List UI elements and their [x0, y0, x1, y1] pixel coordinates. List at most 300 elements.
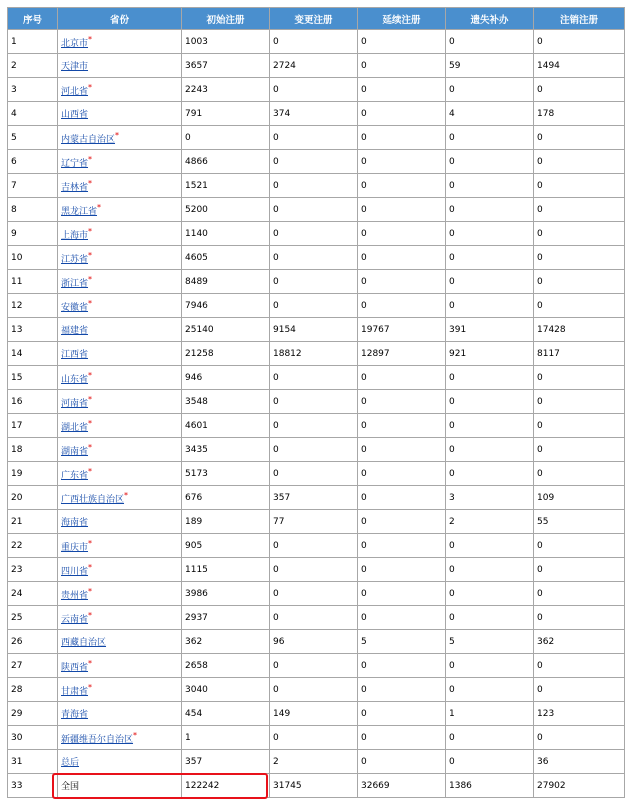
table-row	[8, 414, 625, 438]
initial-count: 0	[182, 126, 270, 150]
province-link[interactable]: 湖北省	[61, 422, 89, 433]
star-mark: *	[88, 34, 93, 44]
cancel-count: 0	[534, 366, 625, 390]
cancel-count: 27902	[534, 774, 625, 798]
table-row	[8, 126, 625, 150]
renew-count: 0	[358, 726, 446, 750]
renew-count: 0	[358, 390, 446, 414]
row-number: 11	[8, 270, 58, 294]
row-number: 12	[8, 294, 58, 318]
lost-count: 2	[446, 510, 534, 534]
lost-count: 0	[446, 30, 534, 54]
change-count: 2	[270, 750, 358, 774]
cancel-count: 0	[534, 462, 625, 486]
header-change: 变更注册	[270, 8, 358, 30]
row-number: 23	[8, 558, 58, 582]
table-row	[8, 582, 625, 606]
change-count: 0	[270, 654, 358, 678]
table-row	[8, 702, 625, 726]
province-cell	[58, 630, 182, 654]
initial-count: 2243	[182, 78, 270, 102]
lost-count: 0	[446, 390, 534, 414]
table-row	[8, 438, 625, 462]
table-header-row	[8, 8, 625, 30]
table-row	[8, 270, 625, 294]
province-link[interactable]: 陕西省	[61, 662, 89, 673]
header-cancel: 注销注册	[534, 8, 625, 30]
initial-count: 4866	[182, 150, 270, 174]
table-row	[8, 30, 625, 54]
star-mark: *	[88, 562, 93, 572]
renew-count: 0	[358, 30, 446, 54]
registration-table	[7, 7, 625, 798]
row-number: 21	[8, 510, 58, 534]
lost-count: 0	[446, 678, 534, 702]
star-mark: *	[88, 466, 93, 476]
cancel-count: 1494	[534, 54, 625, 78]
lost-count: 1	[446, 702, 534, 726]
province-cell	[58, 102, 182, 126]
initial-count: 357	[182, 750, 270, 774]
cancel-count: 123	[534, 702, 625, 726]
renew-count: 0	[358, 366, 446, 390]
row-number: 13	[8, 318, 58, 342]
province-cell	[58, 222, 182, 246]
lost-count: 0	[446, 198, 534, 222]
cancel-count: 0	[534, 198, 625, 222]
cancel-count: 0	[534, 414, 625, 438]
province-link[interactable]: 福建省	[61, 326, 89, 336]
table-row	[8, 750, 625, 774]
row-number: 7	[8, 174, 58, 198]
renew-count: 0	[358, 198, 446, 222]
lost-count: 0	[446, 126, 534, 150]
initial-count: 4605	[182, 246, 270, 270]
row-number: 2	[8, 54, 58, 78]
province-cell	[58, 534, 182, 558]
renew-count: 0	[358, 486, 446, 510]
cancel-count: 17428	[534, 318, 625, 342]
renew-count: 0	[358, 54, 446, 78]
star-mark: *	[115, 130, 120, 140]
lost-count: 0	[446, 534, 534, 558]
initial-count: 122242	[182, 774, 270, 798]
province-link[interactable]: 内蒙古自治区	[61, 134, 116, 145]
cancel-count: 109	[534, 486, 625, 510]
change-count: 0	[270, 678, 358, 702]
province-cell	[58, 606, 182, 630]
change-count: 0	[270, 582, 358, 606]
province-cell	[58, 510, 182, 534]
renew-count: 0	[358, 294, 446, 318]
table-row	[8, 558, 625, 582]
province-link[interactable]: 广东省	[61, 470, 89, 481]
change-count: 0	[270, 606, 358, 630]
province-link[interactable]: 湖南省	[61, 446, 89, 457]
cancel-count: 0	[534, 222, 625, 246]
change-count: 0	[270, 438, 358, 462]
lost-count: 5	[446, 630, 534, 654]
table-row	[8, 606, 625, 630]
cancel-count: 362	[534, 630, 625, 654]
initial-count: 3435	[182, 438, 270, 462]
lost-count: 0	[446, 246, 534, 270]
total-label: 全国	[58, 774, 182, 798]
initial-count: 1	[182, 726, 270, 750]
province-link[interactable]: 云南省	[61, 614, 89, 625]
lost-count: 59	[446, 54, 534, 78]
cancel-count: 0	[534, 150, 625, 174]
lost-count: 0	[446, 558, 534, 582]
row-number: 1	[8, 30, 58, 54]
renew-count: 0	[358, 558, 446, 582]
row-number: 22	[8, 534, 58, 558]
change-count: 0	[270, 726, 358, 750]
province-cell	[58, 702, 182, 726]
lost-count: 1386	[446, 774, 534, 798]
row-number: 10	[8, 246, 58, 270]
table-row	[8, 654, 625, 678]
star-mark: *	[88, 418, 93, 428]
star-mark: *	[88, 226, 93, 236]
province-cell	[58, 30, 182, 54]
table-row	[8, 198, 625, 222]
cancel-count: 0	[534, 582, 625, 606]
renew-count: 19767	[358, 318, 446, 342]
cancel-count: 0	[534, 654, 625, 678]
province-link[interactable]: 江西省	[61, 350, 89, 360]
row-number: 20	[8, 486, 58, 510]
cancel-count: 0	[534, 438, 625, 462]
star-mark: *	[88, 250, 93, 260]
change-count: 0	[270, 558, 358, 582]
initial-count: 454	[182, 702, 270, 726]
province-cell	[58, 750, 182, 774]
province-link[interactable]: 甘肃省	[61, 686, 89, 697]
table-row	[8, 78, 625, 102]
province-link[interactable]: 河北省	[61, 86, 89, 97]
row-number: 27	[8, 654, 58, 678]
province-link[interactable]: 贵州省	[61, 590, 89, 601]
province-cell	[58, 558, 182, 582]
initial-count: 25140	[182, 318, 270, 342]
star-mark: *	[88, 682, 93, 692]
change-count: 0	[270, 390, 358, 414]
row-number: 33	[8, 774, 58, 798]
renew-count: 0	[358, 102, 446, 126]
initial-count: 2937	[182, 606, 270, 630]
initial-count: 3548	[182, 390, 270, 414]
lost-count: 0	[446, 78, 534, 102]
cancel-count: 0	[534, 270, 625, 294]
lost-count: 0	[446, 150, 534, 174]
initial-count: 21258	[182, 342, 270, 366]
star-mark: *	[88, 370, 93, 380]
province-link[interactable]: 广西壮族自治区	[61, 494, 125, 505]
initial-count: 791	[182, 102, 270, 126]
row-number: 17	[8, 414, 58, 438]
province-link[interactable]: 江苏省	[61, 254, 89, 265]
change-count: 2724	[270, 54, 358, 78]
initial-count: 676	[182, 486, 270, 510]
row-number: 3	[8, 78, 58, 102]
renew-count: 0	[358, 126, 446, 150]
province-link[interactable]: 山东省	[61, 374, 89, 385]
province-link[interactable]: 重庆市	[61, 542, 89, 553]
province-cell	[58, 438, 182, 462]
province-link[interactable]: 辽宁省	[61, 158, 89, 169]
table-row	[8, 54, 625, 78]
province-link[interactable]: 浙江省	[61, 278, 89, 289]
renew-count: 0	[358, 654, 446, 678]
star-mark: *	[88, 394, 93, 404]
province-link[interactable]: 海南省	[61, 518, 89, 528]
row-number: 14	[8, 342, 58, 366]
renew-count: 0	[358, 510, 446, 534]
initial-count: 1521	[182, 174, 270, 198]
cancel-count: 0	[534, 558, 625, 582]
province-link[interactable]: 西藏自治区	[61, 638, 107, 648]
table-body	[8, 30, 625, 798]
province-cell	[58, 366, 182, 390]
cancel-count: 0	[534, 78, 625, 102]
renew-count: 0	[358, 750, 446, 774]
initial-count: 1115	[182, 558, 270, 582]
lost-count: 0	[446, 294, 534, 318]
cancel-count: 0	[534, 174, 625, 198]
row-number: 5	[8, 126, 58, 150]
renew-count: 0	[358, 270, 446, 294]
row-number: 6	[8, 150, 58, 174]
header-initial: 初始注册	[182, 8, 270, 30]
change-count: 0	[270, 198, 358, 222]
change-count: 0	[270, 174, 358, 198]
change-count: 9154	[270, 318, 358, 342]
cancel-count: 0	[534, 678, 625, 702]
header-renew: 延续注册	[358, 8, 446, 30]
lost-count: 0	[446, 414, 534, 438]
initial-count: 946	[182, 366, 270, 390]
change-count: 0	[270, 246, 358, 270]
province-cell	[58, 174, 182, 198]
renew-count: 32669	[358, 774, 446, 798]
province-cell	[58, 678, 182, 702]
change-count: 0	[270, 126, 358, 150]
table-row	[8, 534, 625, 558]
province-cell	[58, 318, 182, 342]
province-cell	[58, 414, 182, 438]
province-cell	[58, 126, 182, 150]
row-number: 28	[8, 678, 58, 702]
province-cell	[58, 486, 182, 510]
province-cell	[58, 246, 182, 270]
renew-count: 0	[358, 78, 446, 102]
province-link[interactable]: 吉林省	[61, 182, 89, 193]
change-count: 0	[270, 270, 358, 294]
change-count: 0	[270, 30, 358, 54]
renew-count: 0	[358, 534, 446, 558]
province-link[interactable]: 天津市	[61, 62, 89, 72]
province-cell	[58, 582, 182, 606]
province-link[interactable]: 青海省	[61, 710, 89, 720]
change-count: 18812	[270, 342, 358, 366]
change-count: 77	[270, 510, 358, 534]
row-number: 31	[8, 750, 58, 774]
province-cell	[58, 654, 182, 678]
table-row	[8, 246, 625, 270]
table-row	[8, 102, 625, 126]
lost-count: 0	[446, 654, 534, 678]
initial-count: 1003	[182, 30, 270, 54]
row-number: 26	[8, 630, 58, 654]
renew-count: 0	[358, 150, 446, 174]
header-province: 省份	[58, 8, 182, 30]
row-number: 19	[8, 462, 58, 486]
change-count: 0	[270, 150, 358, 174]
change-count: 149	[270, 702, 358, 726]
lost-count: 4	[446, 102, 534, 126]
renew-count: 0	[358, 678, 446, 702]
lost-count: 0	[446, 366, 534, 390]
province-cell	[58, 270, 182, 294]
change-count: 0	[270, 414, 358, 438]
table-row	[8, 222, 625, 246]
table-row	[8, 678, 625, 702]
change-count: 31745	[270, 774, 358, 798]
row-number: 4	[8, 102, 58, 126]
cancel-count: 0	[534, 126, 625, 150]
lost-count: 0	[446, 726, 534, 750]
star-mark: *	[88, 298, 93, 308]
table-row	[8, 294, 625, 318]
table-row	[8, 510, 625, 534]
lost-count: 0	[446, 222, 534, 246]
cancel-count: 36	[534, 750, 625, 774]
lost-count: 0	[446, 462, 534, 486]
lost-count: 921	[446, 342, 534, 366]
lost-count: 0	[446, 270, 534, 294]
star-mark: *	[88, 82, 93, 92]
province-link[interactable]: 安徽省	[61, 302, 89, 313]
star-mark: *	[88, 154, 93, 164]
initial-count: 905	[182, 534, 270, 558]
lost-count: 391	[446, 318, 534, 342]
star-mark: *	[88, 442, 93, 452]
initial-count: 5173	[182, 462, 270, 486]
row-number: 24	[8, 582, 58, 606]
province-cell	[58, 294, 182, 318]
cancel-count: 178	[534, 102, 625, 126]
table-row	[8, 630, 625, 654]
cancel-count: 8117	[534, 342, 625, 366]
province-cell	[58, 78, 182, 102]
province-cell	[58, 54, 182, 78]
change-count: 374	[270, 102, 358, 126]
initial-count: 5200	[182, 198, 270, 222]
province-cell	[58, 342, 182, 366]
table-row	[8, 318, 625, 342]
province-link[interactable]: 总后	[61, 758, 80, 768]
initial-count: 3040	[182, 678, 270, 702]
initial-count: 189	[182, 510, 270, 534]
star-mark: *	[88, 538, 93, 548]
province-link[interactable]: 新疆维吾尔自治区	[61, 734, 134, 745]
initial-count: 3657	[182, 54, 270, 78]
province-link[interactable]: 黑龙江省	[61, 206, 98, 217]
change-count: 357	[270, 486, 358, 510]
star-mark: *	[133, 730, 138, 740]
initial-count: 7946	[182, 294, 270, 318]
star-mark: *	[88, 586, 93, 596]
renew-count: 0	[358, 462, 446, 486]
lost-count: 3	[446, 486, 534, 510]
province-link[interactable]: 山西省	[61, 110, 89, 120]
cancel-count: 0	[534, 606, 625, 630]
row-number: 25	[8, 606, 58, 630]
initial-count: 2658	[182, 654, 270, 678]
row-number: 16	[8, 390, 58, 414]
province-link[interactable]: 上海市	[61, 230, 89, 241]
lost-count: 0	[446, 750, 534, 774]
initial-count: 3986	[182, 582, 270, 606]
renew-count: 12897	[358, 342, 446, 366]
initial-count: 4601	[182, 414, 270, 438]
header-lost: 遗失补办	[446, 8, 534, 30]
table-row	[8, 174, 625, 198]
cancel-count: 0	[534, 294, 625, 318]
province-link[interactable]: 河南省	[61, 398, 89, 409]
cancel-count: 0	[534, 30, 625, 54]
province-cell	[58, 462, 182, 486]
lost-count: 0	[446, 174, 534, 198]
table-row	[8, 462, 625, 486]
cancel-count: 0	[534, 246, 625, 270]
renew-count: 0	[358, 438, 446, 462]
change-count: 0	[270, 222, 358, 246]
province-cell	[58, 150, 182, 174]
table-row	[8, 486, 625, 510]
table-row	[8, 726, 625, 750]
table-row	[8, 366, 625, 390]
change-count: 0	[270, 462, 358, 486]
star-mark: *	[97, 202, 102, 212]
change-count: 0	[270, 78, 358, 102]
table-row	[8, 342, 625, 366]
province-link[interactable]: 四川省	[61, 566, 89, 577]
total-highlight-box	[52, 773, 268, 799]
cancel-count: 55	[534, 510, 625, 534]
renew-count: 5	[358, 630, 446, 654]
star-mark: *	[124, 490, 129, 500]
province-cell	[58, 198, 182, 222]
header-no: 序号	[8, 8, 58, 30]
star-mark: *	[88, 274, 93, 284]
row-number: 15	[8, 366, 58, 390]
province-link[interactable]: 北京市	[61, 38, 89, 49]
initial-count: 1140	[182, 222, 270, 246]
province-cell	[58, 726, 182, 750]
row-number: 30	[8, 726, 58, 750]
cancel-count: 0	[534, 726, 625, 750]
province-cell	[58, 390, 182, 414]
star-mark: *	[88, 178, 93, 188]
lost-count: 0	[446, 438, 534, 462]
change-count: 0	[270, 534, 358, 558]
lost-count: 0	[446, 606, 534, 630]
cancel-count: 0	[534, 534, 625, 558]
renew-count: 0	[358, 582, 446, 606]
renew-count: 0	[358, 414, 446, 438]
